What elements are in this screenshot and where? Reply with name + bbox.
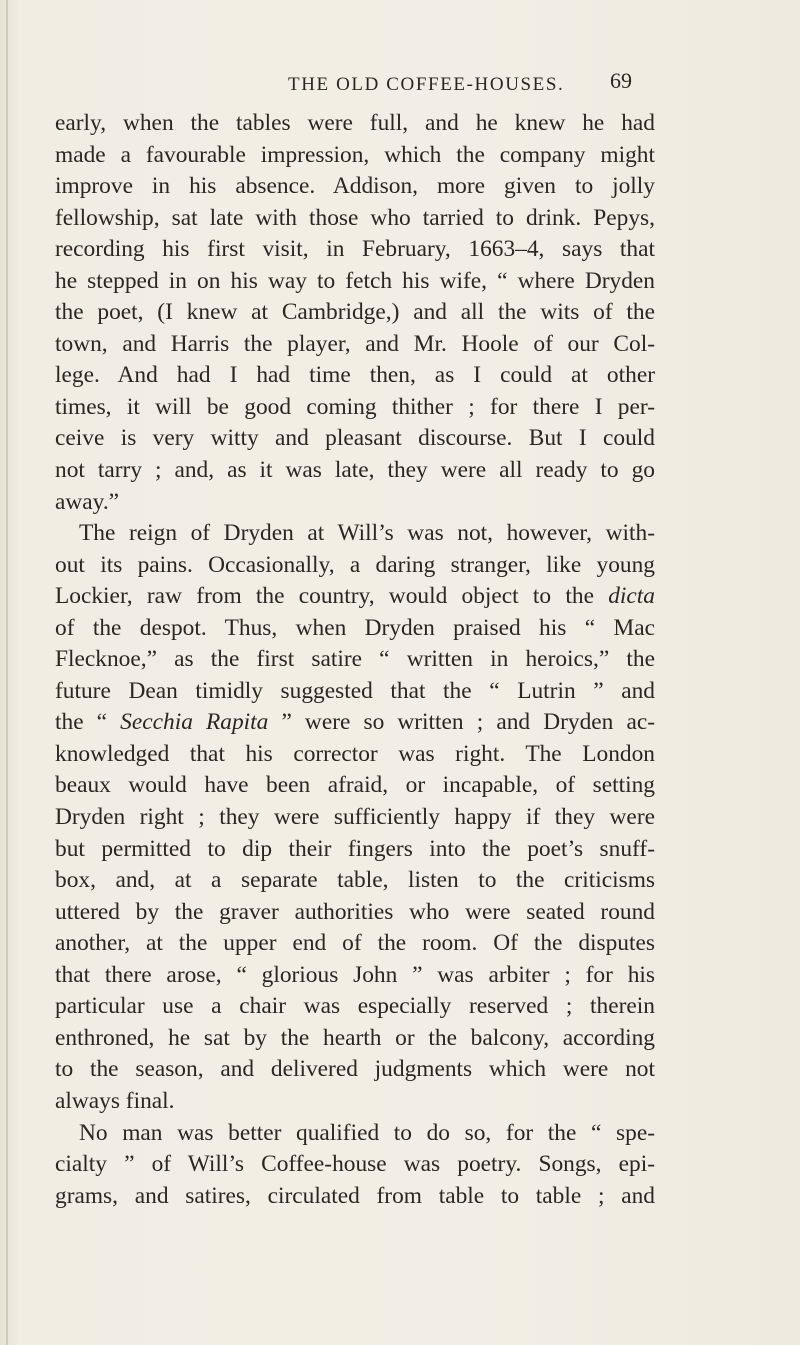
text-line: of the despot. Thus, when Dryden praised his “ Mac <box>55 614 655 641</box>
page-gutter <box>6 0 8 1345</box>
paragraph-start-line: The reign of Dryden at Will’s was not, however, with- <box>79 520 655 547</box>
text-segment: the “ <box>55 709 121 736</box>
text-line: times, it will be good coming thither ; for there I per- <box>55 393 655 420</box>
text-line: enthroned, he sat by the hearth or the balcony, according <box>55 1024 655 1051</box>
text-line: Flecknoe,” as the first satire “ written in heroics,” the <box>55 646 655 673</box>
text-line: to the season, and delivered judgments which were not <box>55 1056 655 1083</box>
text-line <box>55 707 655 739</box>
text-line: beaux would have been afraid, or incapable, of setting <box>55 772 655 799</box>
text-segment: Lockier, raw from the country, would object to the <box>55 583 609 610</box>
text-line: town, and Harris the player, and Mr. Hoole of our Col- <box>55 330 655 357</box>
text-line: but permitted to dip their fingers into the poet’s snuff- <box>55 835 655 862</box>
text-line: future Dean timidly suggested that the “ Lutrin ” and <box>55 677 655 704</box>
italic-term: dicta <box>608 583 655 610</box>
italic-title: Secchia Rapita <box>120 709 269 736</box>
text-line: the poet, (I knew at Cambridge,) and all the wits of the <box>55 299 655 326</box>
text-line: he stepped in on his way to fetch his wife, “ where Dryden <box>55 267 655 294</box>
text-segment: ” were so written ; and Dryden ac- <box>268 709 655 736</box>
paragraph-start-line: No man was better qualified to do so, for the “ spe- <box>79 1119 655 1146</box>
text-line <box>55 581 655 613</box>
text-line: box, and, at a separate table, listen to the criticisms <box>55 867 655 894</box>
text-line: ceive is very witty and pleasant discourse. But I could <box>55 425 655 452</box>
text-line: lege. And had I had time then, as I could at other <box>55 362 655 389</box>
page-number: 69 <box>610 68 632 93</box>
running-head: THE OLD COFFEE-HOUSES. <box>288 74 565 95</box>
text-line: always final. <box>55 1087 175 1114</box>
text-line: Dryden right ; they were sufficiently happy if they were <box>55 804 655 831</box>
text-line: not tarry ; and, as it was late, they were all ready to go <box>55 457 655 484</box>
body-text <box>55 108 655 1212</box>
text-line: that there arose, “ glorious John ” was arbiter ; for his <box>55 961 655 988</box>
text-line: improve in his absence. Addison, more given to jolly <box>55 173 655 200</box>
text-line: away.” <box>55 488 120 515</box>
text-line: recording his first visit, in February, 1663–4, says that <box>55 236 655 263</box>
text-line: knowledged that his corrector was right. The London <box>55 740 655 767</box>
text-line: early, when the tables were full, and he knew he had <box>55 110 655 136</box>
text-line: cialty ” of Will’s Coffee-house was poetry. Songs, epi- <box>55 1151 655 1178</box>
text-line: grams, and satires, circulated from table to table ; and <box>55 1182 655 1209</box>
text-line: fellowship, sat late with those who tarried to drink. Pepys, <box>55 204 655 231</box>
text-line: made a favourable impression, which the company might <box>55 141 655 168</box>
text-line: particular use a chair was especially reserved ; therein <box>55 993 655 1020</box>
text-line: out its pains. Occasionally, a daring stranger, like young <box>55 551 655 578</box>
text-line: uttered by the graver authorities who were seated round <box>55 898 655 925</box>
text-line: another, at the upper end of the room. Of the disputes <box>55 930 655 957</box>
